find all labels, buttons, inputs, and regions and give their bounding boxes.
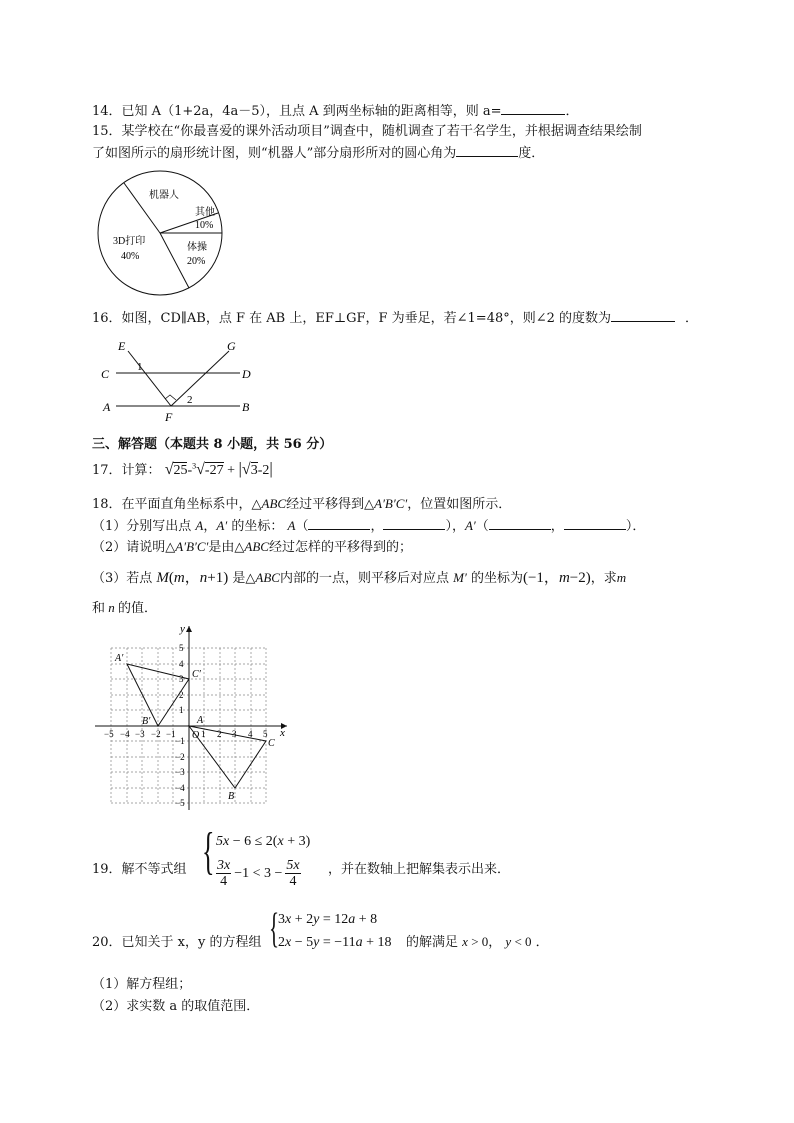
- q18-sub2: （2）请说明△A′B′C′是由△ABC经过怎样的平移得到的；: [92, 539, 412, 555]
- pie-pct-other: 10%: [195, 220, 214, 231]
- q20-sub1: （1）解方程组；: [92, 977, 192, 992]
- q16-end: ．: [685, 311, 699, 326]
- q18-sub3: （3）若点 M(m，n+1) 是△ABC内部的一点，则平移后对应点 M′ 的坐标为(−1，m−2)，求m: [92, 570, 627, 586]
- q17-expression: √25-$^3$√-27 + |√3-2|: [164, 459, 273, 478]
- q16: [92, 307, 698, 326]
- coordinate-grid: [95, 620, 295, 810]
- x-tick: 4: [248, 729, 253, 739]
- point-c-label: C: [268, 738, 275, 749]
- label-angle-2: 2: [187, 394, 193, 406]
- label-f: F: [165, 410, 173, 424]
- y-tick: 3: [179, 674, 184, 684]
- pie-pct-3d: 40%: [121, 251, 140, 262]
- q20-sub2: （2）求实数 a 的取值范围．: [92, 999, 260, 1014]
- q14-text: 14．已知 A（1+2a，4a－5），且点 A 到两坐标轴的距离相等，则 a=: [92, 104, 502, 119]
- y-tick: 2: [179, 690, 184, 700]
- label-c: C: [101, 367, 110, 381]
- x-tick: 1: [201, 729, 206, 739]
- x-tick: −4: [120, 729, 130, 739]
- label-a: A: [103, 400, 111, 414]
- q18-sub3g: 的值．: [118, 601, 158, 616]
- triangle-abc: △ABC: [251, 496, 287, 511]
- pie-label-other: 其他: [195, 207, 215, 218]
- y-tick: −5: [175, 798, 185, 808]
- q14: [92, 100, 578, 119]
- y-tick: 5: [179, 643, 184, 653]
- section-3-heading: 三、解答题（本题共 8 小题，共 56 分）: [92, 437, 333, 452]
- q16-text: 16．如图，CD∥AB，点 F 在 AB 上，EF⊥GF，F 为垂足，若∠1=48°，则∠2 的度数为: [92, 311, 612, 326]
- origin-label: O: [192, 730, 200, 741]
- y-tick: 4: [179, 659, 184, 669]
- a1-y-blank[interactable]: [564, 517, 626, 530]
- q18-sub1-text: （1）分别写出点: [92, 519, 192, 534]
- point-c-prime-label: C′: [192, 669, 201, 680]
- q19-prefix: 19．解不等式组: [92, 862, 187, 877]
- q18-sub3b: 是: [232, 571, 246, 586]
- pie-chart: [95, 168, 225, 298]
- q19-system: { 5x − 6 ≤ 2(x + 3) 3x 4 −1 < 3 − $\frac{5x}{4}$: [202, 823, 311, 890]
- label-d: D: [242, 367, 251, 381]
- a-y-blank[interactable]: [383, 517, 445, 530]
- x-tick: 5: [263, 729, 268, 739]
- y-tick: 1: [179, 705, 184, 715]
- q15-line1: 15．某学校在“你最喜爱的课外活动项目”调查中，随机调查了若干名学生，并根据调查结果绘制: [92, 124, 642, 139]
- q18-sub2a: （2）请说明: [92, 540, 166, 555]
- pie-pct-gym: 20%: [187, 256, 206, 267]
- q14-blank[interactable]: [501, 102, 565, 115]
- pie-divider-4: [160, 233, 189, 288]
- parallel-lines-figure: [98, 335, 263, 425]
- pie-label-3d: 3D打印: [113, 236, 146, 247]
- q20-conditions: 的解满足 x > 0， y < 0 ．: [406, 934, 549, 950]
- q18-line1b: 经过平移得到: [286, 497, 365, 512]
- y-tick: −1: [175, 736, 185, 746]
- y-tick: −4: [175, 783, 185, 793]
- q14-end: ．: [565, 104, 579, 119]
- q18-sub3e: ，求: [590, 571, 617, 586]
- q18-sub2c: 经过怎样的平移得到的；: [268, 540, 412, 555]
- q15-blank[interactable]: [456, 144, 518, 157]
- label-angle-1: 1: [137, 361, 143, 373]
- x-tick: −3: [135, 729, 145, 739]
- x-tick: 2: [217, 729, 222, 739]
- q18-sub1b: 的坐标：: [231, 519, 284, 534]
- q18-line1: [92, 493, 511, 512]
- point-a-label: A: [197, 715, 204, 726]
- x-tick-labels: [104, 729, 268, 739]
- q20-system: { 3x + 2y = 12a + 8 2x − 5y = −11a + 18: [269, 906, 392, 952]
- point-a-prime-label: A′: [115, 653, 124, 664]
- q18-sub3a: （3）若点: [92, 571, 153, 586]
- segment-fg: [171, 351, 229, 406]
- q17-prefix: 17．计算：: [92, 463, 161, 478]
- q18-line1a: 18．在平面直角坐标系中，: [92, 497, 252, 512]
- x-tick: −1: [166, 729, 176, 739]
- q19-suffix: ，并在数轴上把解集表示出来．: [328, 862, 511, 877]
- point-b-label: B: [228, 791, 235, 802]
- q15-line2: [92, 142, 544, 161]
- q15-end: 度．: [518, 146, 545, 161]
- q18-sub1: （1）分别写出点 A，A′ 的坐标： A（ ， ），A′（ ， ）．: [92, 518, 646, 534]
- x-tick: −5: [104, 729, 114, 739]
- y-tick: −2: [175, 752, 185, 762]
- point-b-prime-label: B′: [142, 716, 151, 727]
- segment-ef: [128, 351, 171, 406]
- y-axis-arrow: [186, 626, 192, 632]
- a-x-blank[interactable]: [308, 517, 370, 530]
- q17: [92, 459, 273, 481]
- q16-blank[interactable]: [611, 309, 675, 322]
- x-tick: 3: [232, 729, 237, 739]
- y-axis-label: y: [180, 623, 185, 635]
- label-g: G: [227, 339, 236, 353]
- x-tick: −2: [151, 729, 161, 739]
- pie-label-robot: 机器人: [149, 190, 179, 201]
- x-axis-label: x: [280, 727, 285, 739]
- right-angle-mark: [165, 395, 176, 400]
- y-tick: −3: [175, 767, 185, 777]
- label-b: B: [242, 400, 250, 414]
- q20-prefix: 20．已知关于 x，y 的方程组: [92, 935, 262, 950]
- label-e: E: [118, 339, 126, 353]
- q15-line2-text: 了如图所示的扇形统计图，则“机器人”部分扇形所对的圆心角为: [92, 146, 457, 161]
- triangle-a1b1c1: △A′B′C′: [364, 496, 408, 511]
- pie-label-gym: 体操: [187, 242, 207, 253]
- q18-line1c: ，位置如图所示．: [407, 497, 512, 512]
- q20-mid: 的解满足: [406, 935, 459, 950]
- q18-sub3c: 内部的一点，则平移后对应点: [279, 571, 449, 586]
- q18-sub3-cont: 和 n 的值．: [92, 600, 158, 616]
- q18-sub2b: 是由: [208, 540, 235, 555]
- q18-sub3d: 的坐标为: [470, 571, 523, 586]
- a1-x-blank[interactable]: [489, 517, 551, 530]
- q18-sub3f: 和: [92, 601, 106, 616]
